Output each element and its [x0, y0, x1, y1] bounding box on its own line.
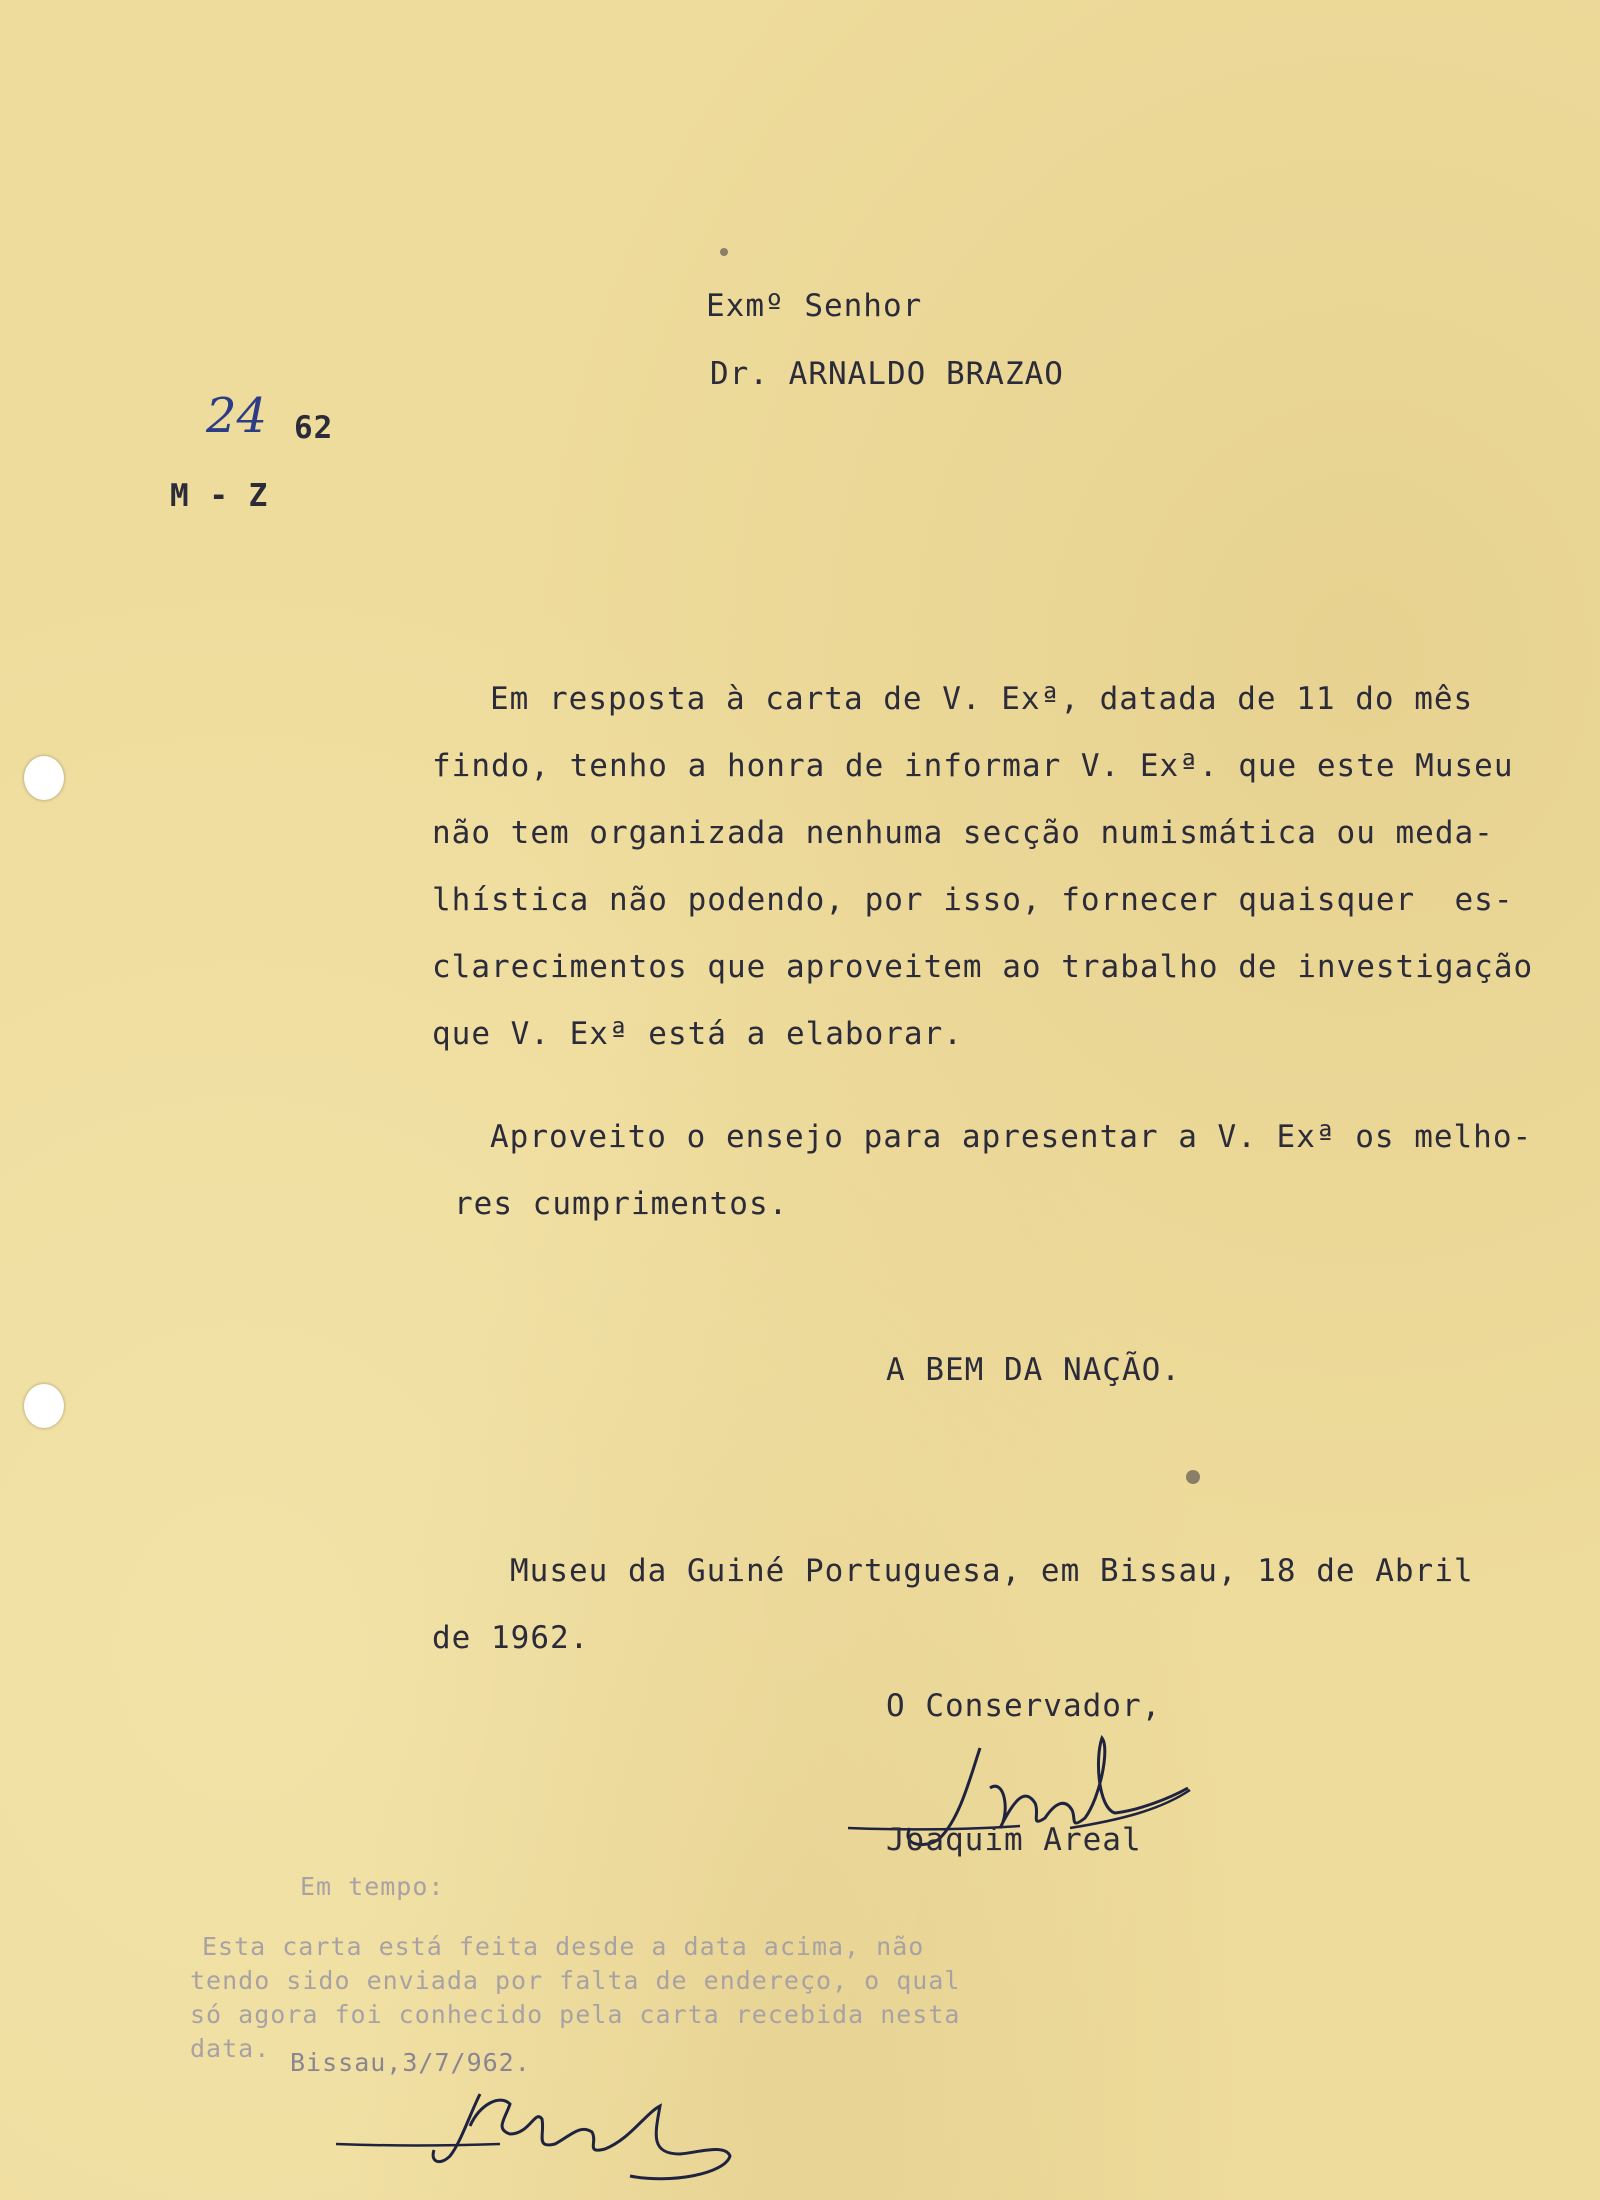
signatory-title: O Conservador, — [886, 1688, 1162, 1724]
postscript-heading: Em tempo: — [300, 1872, 445, 1901]
body-line: Em resposta à carta de V. Exª, datada de 11 do mês — [490, 681, 1474, 717]
body-line: não tem organizada nenhuma secção numismática ou meda- — [432, 815, 1494, 851]
motto: A BEM DA NAÇÃO. — [886, 1352, 1181, 1388]
postscript-line: data. — [190, 2034, 271, 2063]
place-date-line: Museu da Guiné Portuguesa, em Bissau, 18 de Abril — [510, 1553, 1474, 1589]
body-line: res cumprimentos. — [454, 1186, 789, 1222]
paper-speck — [1186, 1470, 1200, 1484]
salutation: Exmº Senhor — [706, 288, 923, 324]
postscript-date: Bissau,3/7/962. — [290, 2048, 531, 2077]
signatory-name: Joaquim Areal — [886, 1822, 1142, 1858]
handwritten-reference-number: 24 — [206, 388, 268, 444]
paper-speck — [720, 248, 728, 256]
reference-year: 62 — [294, 410, 334, 446]
signature-postscript — [330, 2064, 790, 2194]
body-line: clarecimentos que aproveitem ao trabalho de investigação — [432, 949, 1534, 985]
body-line: Aproveito o ensejo para apresentar a V. Exª os melho- — [490, 1119, 1533, 1155]
postscript-line: tendo sido enviada por falta de endereço, o qual — [190, 1966, 961, 1995]
body-line: findo, tenho a honra de informar V. Exª. que este Museu — [432, 748, 1514, 784]
punch-hole-bottom — [24, 1384, 64, 1428]
punch-hole-top — [24, 756, 64, 800]
recipient-name: Dr. ARNALDO BRAZAO — [710, 356, 1064, 392]
body-line: lhística não podendo, por isso, fornecer quaisquer es- — [432, 882, 1514, 918]
postscript-line: Esta carta está feita desde a data acima, não — [202, 1932, 925, 1961]
body-line: que V. Exª está a elaborar. — [432, 1016, 963, 1052]
place-date-line: de 1962. — [432, 1620, 590, 1656]
postscript-line: só agora foi conhecido pela carta recebida nesta — [190, 2000, 961, 2029]
reference-code: M - Z — [170, 478, 269, 514]
